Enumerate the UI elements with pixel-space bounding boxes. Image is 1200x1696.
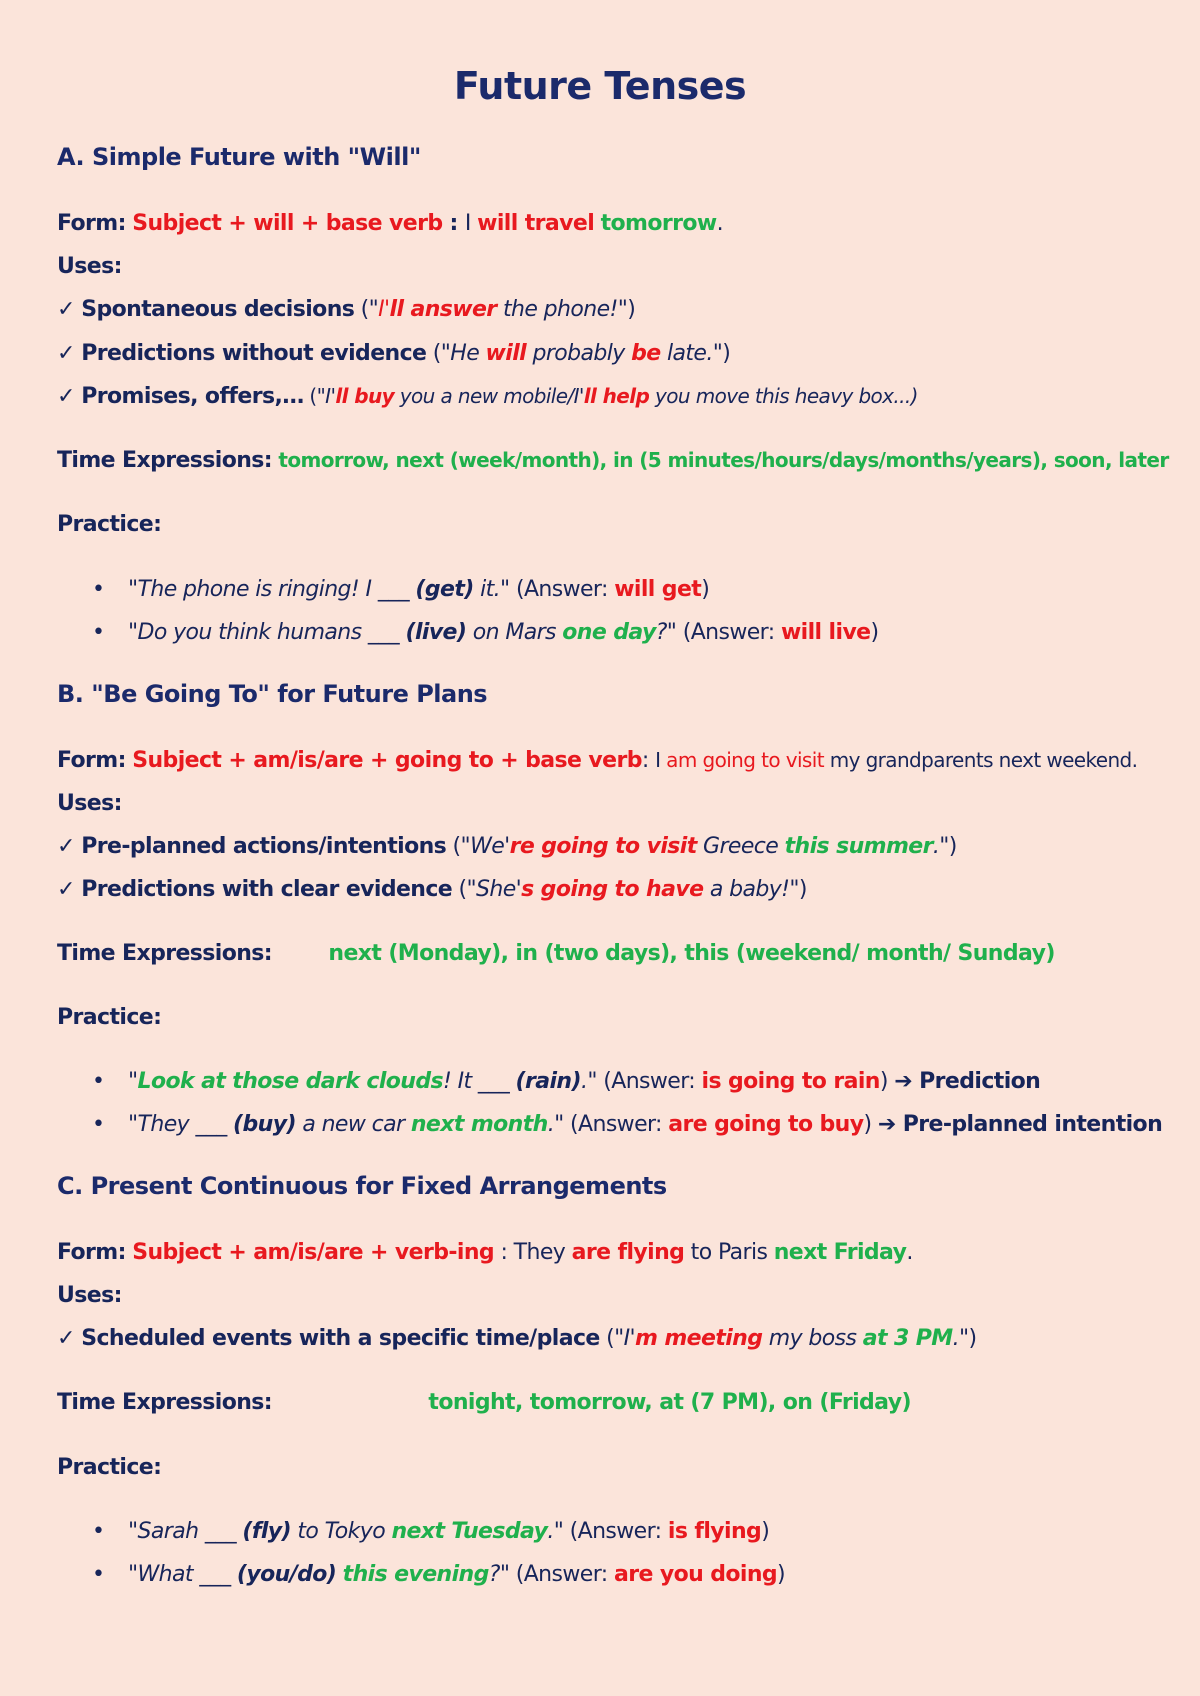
section-c-uses-label: Uses: [57,1283,122,1308]
section-c-time-expressions: Time Expressions: tonight, tomorrow, at (7 PM), on (Friday) [57,1390,911,1415]
section-b-heading: B. "Be Going To" for Future Plans [57,680,488,708]
section-a-use-1: ✓ Spontaneous decisions ("I'll answer the phone!") [57,297,636,322]
bullet-icon: • [92,620,105,645]
section-b-use-1: ✓ Pre-planned actions/intentions ("We're going to visit Greece this summer.") [57,834,957,859]
section-b-uses-label: Uses: [57,791,122,816]
bullet-icon: • [92,1562,105,1587]
section-a-use-3: ✓ Promises, offers,… ("I'll buy you a new mobile/I'll help you move this heavy box...) [57,384,918,409]
section-a-practice-label: Practice: [57,512,162,537]
section-c-practice-1: "Sarah ___ (fly) to Tokyo next Tuesday." (Answer: is flying) [128,1519,770,1544]
section-b-time-expressions: Time Expressions: next (Monday), in (two days), this (weekend/ month/ Sunday) [57,941,1055,966]
bullet-icon: • [92,1519,105,1544]
answer: will get [614,577,702,602]
page-title: Future Tenses [453,64,747,108]
answer: is flying [667,1519,762,1544]
section-a-heading: A. Simple Future with "Will" [57,143,421,171]
check-icon: ✓ [57,877,75,902]
section-c-practice-label: Practice: [57,1455,162,1480]
section-c-use-1: ✓ Scheduled events with a specific time/place ("I'm meeting my boss at 3 PM.") [57,1326,977,1351]
section-a-form: Form: Subject + will + base verb : I will travel tomorrow. [57,211,723,236]
section-a-uses-label: Uses: [57,254,122,279]
section-b-practice-label: Practice: [57,1005,162,1030]
check-icon: ✓ [57,1326,75,1351]
section-b-form: Form: Subject + am/is/are + going to + base verb: I am going to visit my grandparents next weekend. [57,748,1138,773]
section-c-heading: C. Present Continuous for Fixed Arrangements [57,1172,667,1200]
check-icon: ✓ [57,384,75,409]
section-b-use-2: ✓ Predictions with clear evidence ("She's going to have a baby!") [57,877,807,902]
form-pattern: Subject + will + base verb [132,211,443,236]
bullet-icon: • [92,577,105,602]
section-b-practice-2: "They ___ (buy) a new car next month." (Answer: are going to buy) ➔ Pre-planned intention [128,1112,1163,1137]
section-c-form: Form: Subject + am/is/are + verb-ing : They are flying to Paris next Friday. [57,1240,913,1265]
answer: are going to buy [668,1112,864,1137]
section-c-practice-2: "What ___ (you/do) this evening?" (Answer: are you doing) [128,1562,786,1587]
bullet-icon: • [92,1069,105,1094]
check-icon: ✓ [57,341,75,366]
form-example-time: tomorrow [600,211,717,236]
arrow-icon: ➔ [894,1069,913,1094]
section-a-use-2: ✓ Predictions without evidence ("He will probably be late.") [57,341,731,366]
section-a-practice-2: "Do you think humans ___ (live) on Mars one day?" (Answer: will live) [128,620,879,645]
check-icon: ✓ [57,297,75,322]
form-example-verb: will travel [477,211,595,236]
form-label: Form: [57,211,126,236]
section-a-practice-1: "The phone is ringing! I ___ (get) it." (Answer: will get) [128,577,710,602]
check-icon: ✓ [57,834,75,859]
bullet-icon: • [92,1112,105,1137]
section-b-practice-1: "Look at those dark clouds! It ___ (rain)." (Answer: is going to rain) ➔ Prediction [128,1069,1041,1094]
arrow-icon: ➔ [877,1112,896,1137]
section-a-time-expressions: Time Expressions: tomorrow, next (week/month), in (5 minutes/hours/days/months/years), soon, later [57,448,1169,473]
answer: will live [780,620,871,645]
answer: is going to rain [701,1069,880,1094]
answer: are you doing [613,1562,778,1587]
